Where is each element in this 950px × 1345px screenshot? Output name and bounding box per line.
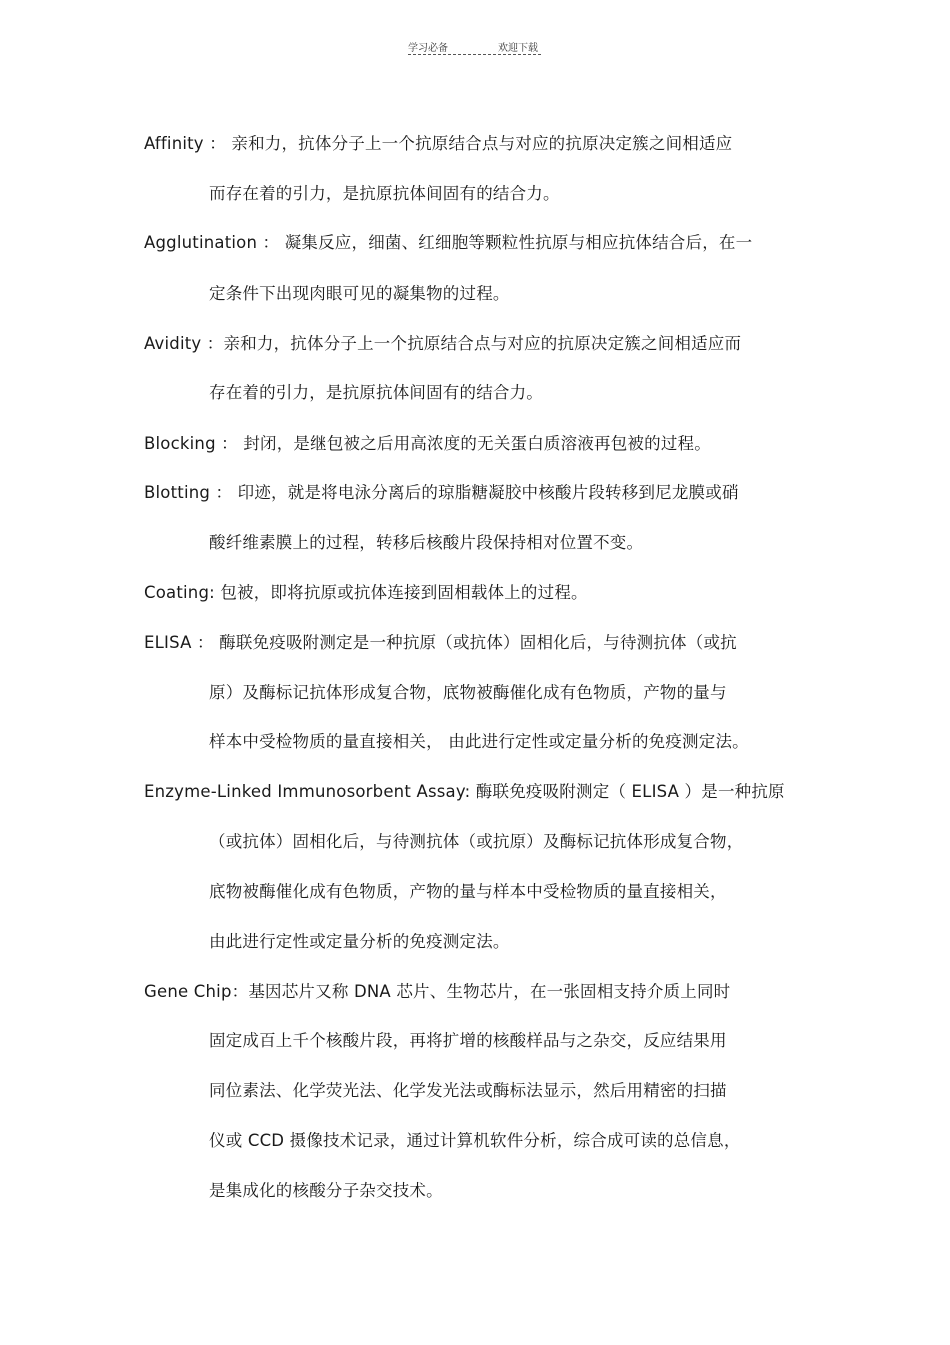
- header-right-text: 欢迎下载: [498, 43, 538, 54]
- entry-agglutination-line-2: 定条件下出现肉眼可见的凝集物的过程。: [209, 284, 510, 303]
- header-divider: [408, 54, 541, 55]
- entry-elisa-line-1: ELISA ： 酶联免疫吸附测定是一种抗原（或抗体）固相化后，与待测抗体（或抗: [144, 633, 737, 652]
- entry-blotting-line-1: Blotting ： 印迹，就是将电泳分离后的琼脂糖凝胶中核酸片段转移到尼龙膜或硝: [144, 483, 739, 502]
- entry-avidity-line-1: Avidity ：亲和力，抗体分子上一个抗原结合点与对应的抗原决定簇之间相适应而: [144, 334, 742, 353]
- entry-agglutination-line-1: Agglutination ： 凝集反应，细菌、红细胞等颗粒性抗原与相应抗体结合后，在一: [144, 233, 753, 252]
- entry-avidity-line-2: 存在着的引力，是抗原抗体间固有的结合力。: [209, 383, 543, 402]
- entry-affinity-line-2: 而存在着的引力，是抗原抗体间固有的结合力。: [209, 184, 560, 203]
- entry-blocking-line-1: Blocking ： 封闭，是继包被之后用高浓度的无关蛋白质溶液再包被的过程。: [144, 434, 711, 453]
- entry-enzyme-linked-line-4: 由此进行定性或定量分析的免疫测定法。: [209, 932, 510, 951]
- entry-affinity-line-1: Affinity ： 亲和力，抗体分子上一个抗原结合点与对应的抗原决定簇之间相适应: [144, 134, 733, 153]
- entry-gene-chip-line-3: 同位素法、化学荧光法、化学发光法或酶标法显示，然后用精密的扫描: [209, 1081, 727, 1100]
- entry-gene-chip-line-2: 固定成百上千个核酸片段，再将扩增的核酸样品与之杂交，反应结果用: [209, 1031, 727, 1050]
- entry-enzyme-linked-line-3: 底物被酶催化成有色物质，产物的量与样本中受检物质的量直接相关，: [209, 882, 727, 901]
- entry-coating-line-1: Coating: 包被，即将抗原或抗体连接到固相载体上的过程。: [144, 583, 588, 602]
- entry-gene-chip-line-5: 是集成化的核酸分子杂交技术。: [209, 1181, 443, 1200]
- entry-gene-chip-line-4: 仪或 CCD 摄像技术记录，通过计算机软件分析，综合成可读的总信息，: [209, 1131, 741, 1150]
- entry-enzyme-linked-line-2: （或抗体）固相化后，与待测抗体（或抗原）及酶标记抗体形成复合物，: [209, 832, 744, 851]
- entry-blotting-line-2: 酸纤维素膜上的过程，转移后核酸片段保持相对位置不变。: [209, 533, 644, 552]
- entry-elisa-line-3: 样本中受检物质的量直接相关， 由此进行定性或定量分析的免疫测定法。: [209, 732, 749, 751]
- entry-enzyme-linked-line-1: Enzyme-Linked Immunosorbent Assay: 酶联免疫吸附测定（ ELISA ）是一种抗原: [144, 782, 785, 801]
- entry-gene-chip-line-1: Gene Chip：基因芯片又称 DNA 芯片、生物芯片，在一张固相支持介质上同时: [144, 982, 731, 1001]
- entry-elisa-line-2: 原）及酶标记抗体形成复合物，底物被酶催化成有色物质，产物的量与: [209, 683, 727, 702]
- header-left-text: 学习必备: [408, 43, 448, 54]
